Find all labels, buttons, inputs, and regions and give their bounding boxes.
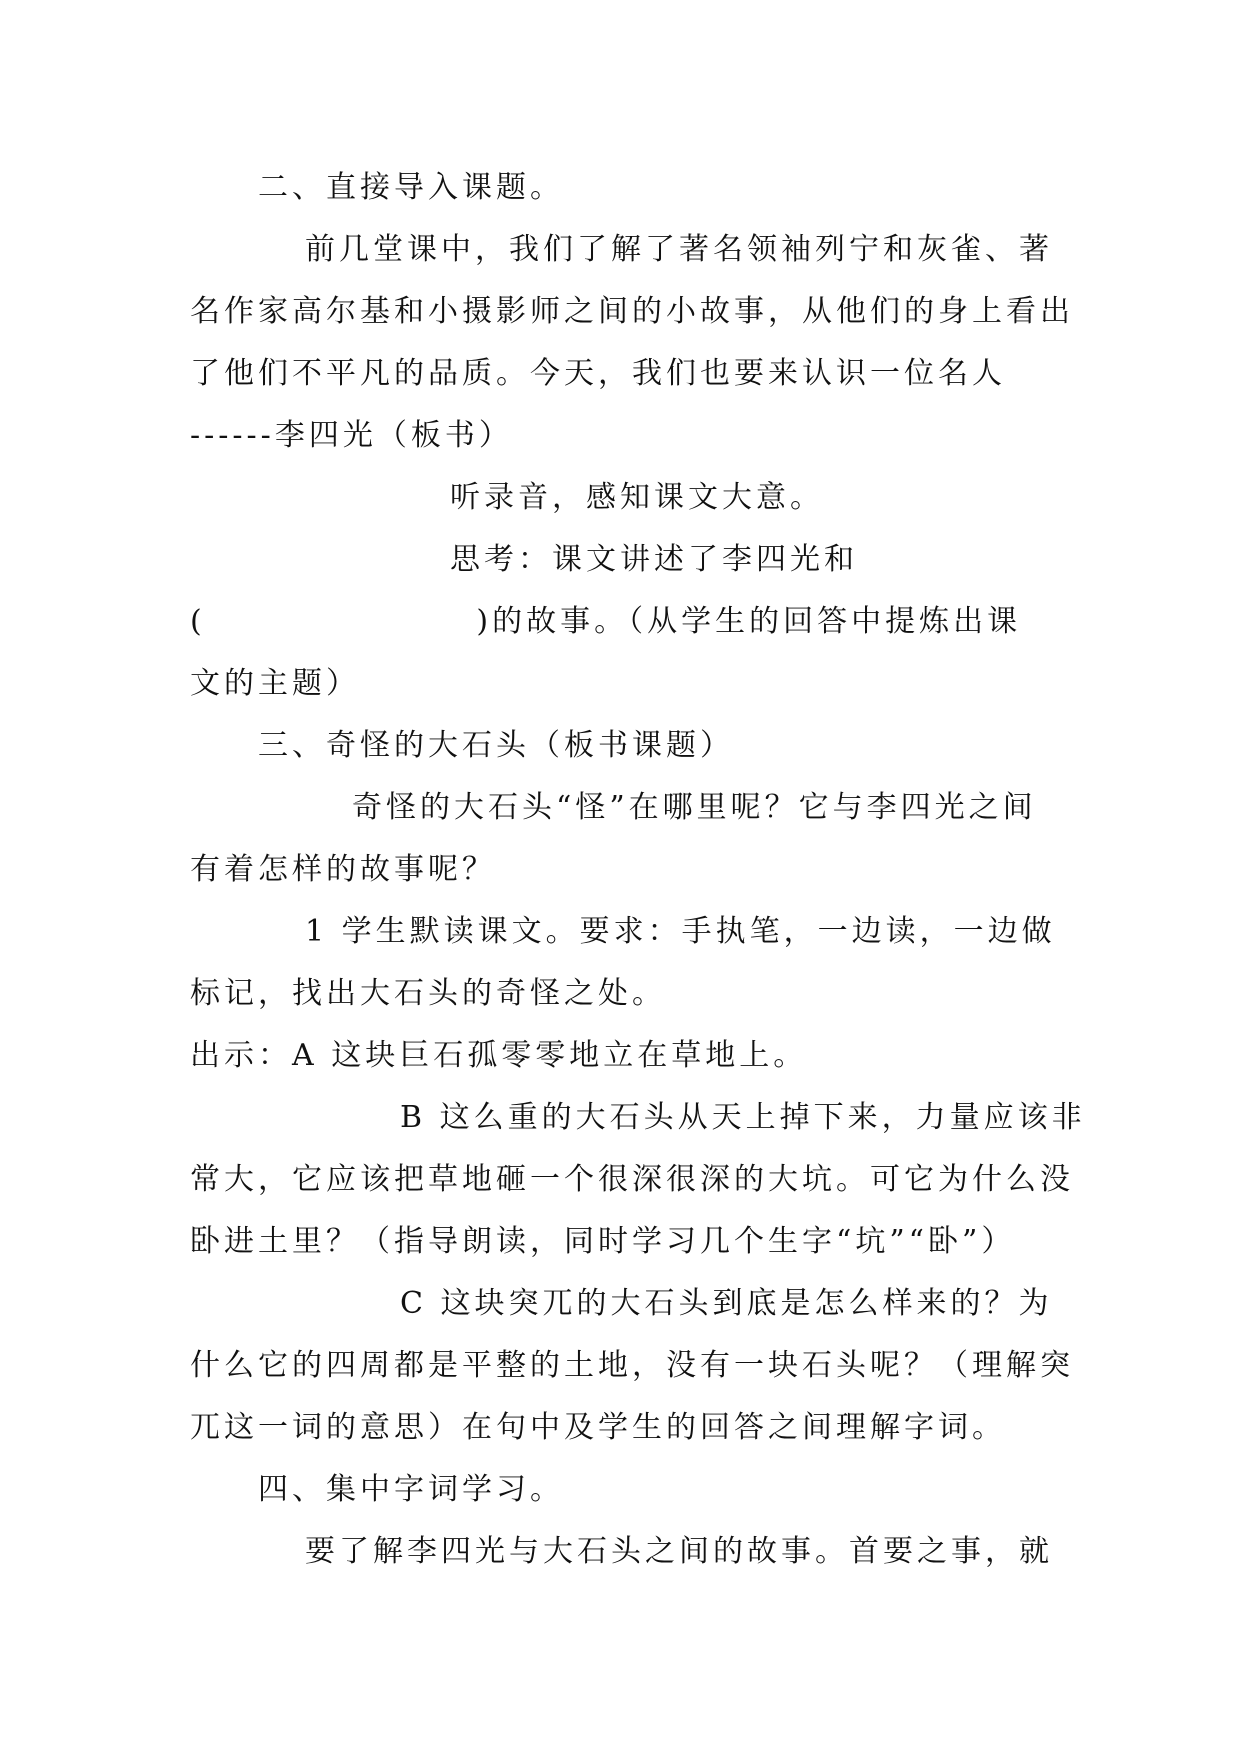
paragraph-line: 出示：A 这块巨石孤零零地立在草地上。	[190, 1038, 808, 1073]
paragraph-line: 名作家高尔基和小摄影师之间的小故事，从他们的身上看出	[190, 294, 1074, 329]
paragraph-line: B 这么重的大石头从天上掉下来，力量应该非	[400, 1100, 1086, 1135]
paragraph-line: 有着怎样的故事呢？	[190, 852, 496, 887]
section-heading-3: 三、奇怪的大石头（板书课题）	[258, 728, 734, 763]
paragraph-line: 前几堂课中，我们了解了著名领袖列宁和灰雀、著	[305, 232, 1053, 267]
paragraph-line: ( )的故事。（从学生的回答中提炼出课	[190, 604, 1022, 639]
paragraph-line: ------李四光（板书）	[190, 418, 513, 453]
paragraph-line: 文的主题）	[190, 666, 360, 701]
paragraph-line: 奇怪的大石头“怪”在哪里呢？它与李四光之间	[352, 790, 1037, 825]
section-heading-4: 四、集中字词学习。	[258, 1472, 564, 1507]
paragraph-line: 听录音，感知课文大意。	[450, 480, 824, 515]
paragraph-line: 了他们不平凡的品质。今天，我们也要来认识一位名人	[190, 356, 1006, 391]
paragraph-line: 标记，找出大石头的奇怪之处。	[190, 976, 666, 1011]
section-heading-2: 二、直接导入课题。	[258, 170, 564, 205]
paragraph-line: 思考：课文讲述了李四光和	[450, 542, 858, 577]
paragraph-line: 要了解李四光与大石头之间的故事。首要之事，就	[305, 1534, 1053, 1569]
paragraph-line: C 这块突兀的大石头到底是怎么样来的？为	[400, 1286, 1053, 1321]
paragraph-line: 常大，它应该把草地砸一个很深很深的大坑。可它为什么没	[190, 1162, 1074, 1197]
paragraph-line: 什么它的四周都是平整的土地，没有一块石头呢？（理解突	[190, 1348, 1074, 1383]
paragraph-line: 1 学生默读课文。要求：手执笔，一边读，一边做	[305, 914, 1056, 949]
paragraph-line: 卧进土里？（指导朗读，同时学习几个生字“坑”“卧”）	[190, 1224, 1016, 1259]
paragraph-line: 兀这一词的意思）在句中及学生的回答之间理解字词。	[190, 1410, 1006, 1445]
